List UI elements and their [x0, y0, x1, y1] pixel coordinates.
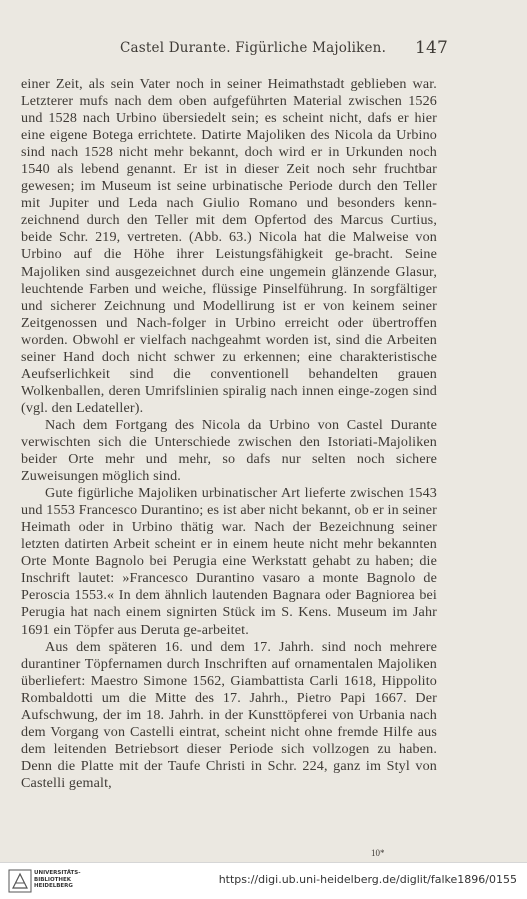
body-text: [21, 76, 437, 792]
library-name: UNIVERSITÄTS- BIBLIOTHEK HEIDELBERG: [34, 870, 81, 889]
university-library-logo-icon: [8, 869, 32, 893]
signature-mark: 10*: [371, 848, 385, 858]
paragraph: Nach dem Fortgang des Nicola da Urbino von Castel Durante verwischten sich die Unterschiede zwischen den Istoriati-Majoliken beider Orte mehr und mehr, so dafs nur selten noch sichere Zuweisungen möglich sind.: [21, 416, 437, 485]
viewer-footer: [0, 862, 527, 899]
paragraph: Aus dem späteren 16. und dem 17. Jahrh. sind noch mehrere durantiner Töpfernamen durch Inschriften auf ornamentalen Majoliken überliefert: Maestro Simone 1562, Giambattista Carli 1618, Hippolito Rombaldotti um die Mitte des 17. Jahrh., Pietro Papi 1667. Der Aufschwung, der im 18. Jahrh. in der Kunsttöpferei von Urbania nach dem Vorgang von Castelli eintrat, scheint nicht ohne fremde Hilfe aus dem leitenden Betriebsort dieser Periode sich vollzogen zu haben. Denn die Platte mit der Taufe Christi in Schr. 224, ganz im Styl von Castelli gemalt,: [21, 638, 437, 791]
running-header: [0, 38, 527, 62]
paragraph: Gute figürliche Majoliken urbinatischer Art lieferte zwischen 1543 und 1553 Francesco Durantino; es ist aber nicht bekannt, ob er in seiner Heimath oder in Urbino thätig war. Nach der Bezeichnung seiner letzten datirten Arbeit scheint er in einem heute nicht mehr bekannten Orte Monte Bagnolo bei Perugia eine Werkstatt gehabt zu haben; die Inschrift lautet: »Francesco Durantino vasaro a monte Bagnolo de Peroscia 1553.« In dem ähnlich lautenden Bagnara oder Bagniorea bei Perugia hat nach einem signirten Stück im S. Kens. Museum im Jahr 1691 ein Töpfer aus Deruta ge-arbeitet.: [21, 485, 437, 638]
paragraph: einer Zeit, als sein Vater noch in seiner Heimathstadt geblieben war. Letzterer mufs nach dem oben aufgeführten Material zwischen 1526 und 1528 nach Urbino übersiedelt sein; es scheint nicht, dafs er hier eine eigene Botega errichtete. Datirte Majoliken des Nicola da Urbino sind nach 1528 nicht mehr bekannt, doch wird er in Urkunden noch 1540 als lebend genannt. Er ist in dieser Zeit noch sehr fruchtbar gewesen; im Museum ist seine urbinatische Periode durch den Teller mit Jupiter und Leda nach Giulio Romano und besonders kenn-zeichnend durch den Teller mit dem Opfertod des Marcus Curtius, beide Schr. 219, vertreten. (Abb. 63.) Nicola hat die Malweise von Urbino auf die Höhe ihrer Leistungsfähigkeit ge-bracht. Seine Majoliken sind ausgezeichnet durch eine ungemein glänzende Glasur, leuchtende Farben und weiche, flüssige Pinselführung. In sorgfältiger und sicherer Zeichnung und Modellirung ist er von keinem seiner Zeitgenossen und Nach-folger in Urbino erreicht oder übertroffen worden. Obwohl er vielfach nachgeahmt worden ist, sind die Arbeiten seiner Hand doch nicht schwer zu erkennen; eine charakteristische Aeufserlichkeit sind die conventionell behandelten grauen Wolkenballen, deren Umrifslinien spiralig nach innen einge-zogen sind (vgl. den Ledateller).: [21, 76, 437, 416]
page-number: 147: [415, 38, 449, 58]
running-title: Castel Durante. Figürliche Majoliken.: [120, 40, 387, 56]
digital-library-link[interactable]: https://digi.ub.uni-heidelberg.de/diglit/falke1896/0155: [218, 873, 517, 886]
